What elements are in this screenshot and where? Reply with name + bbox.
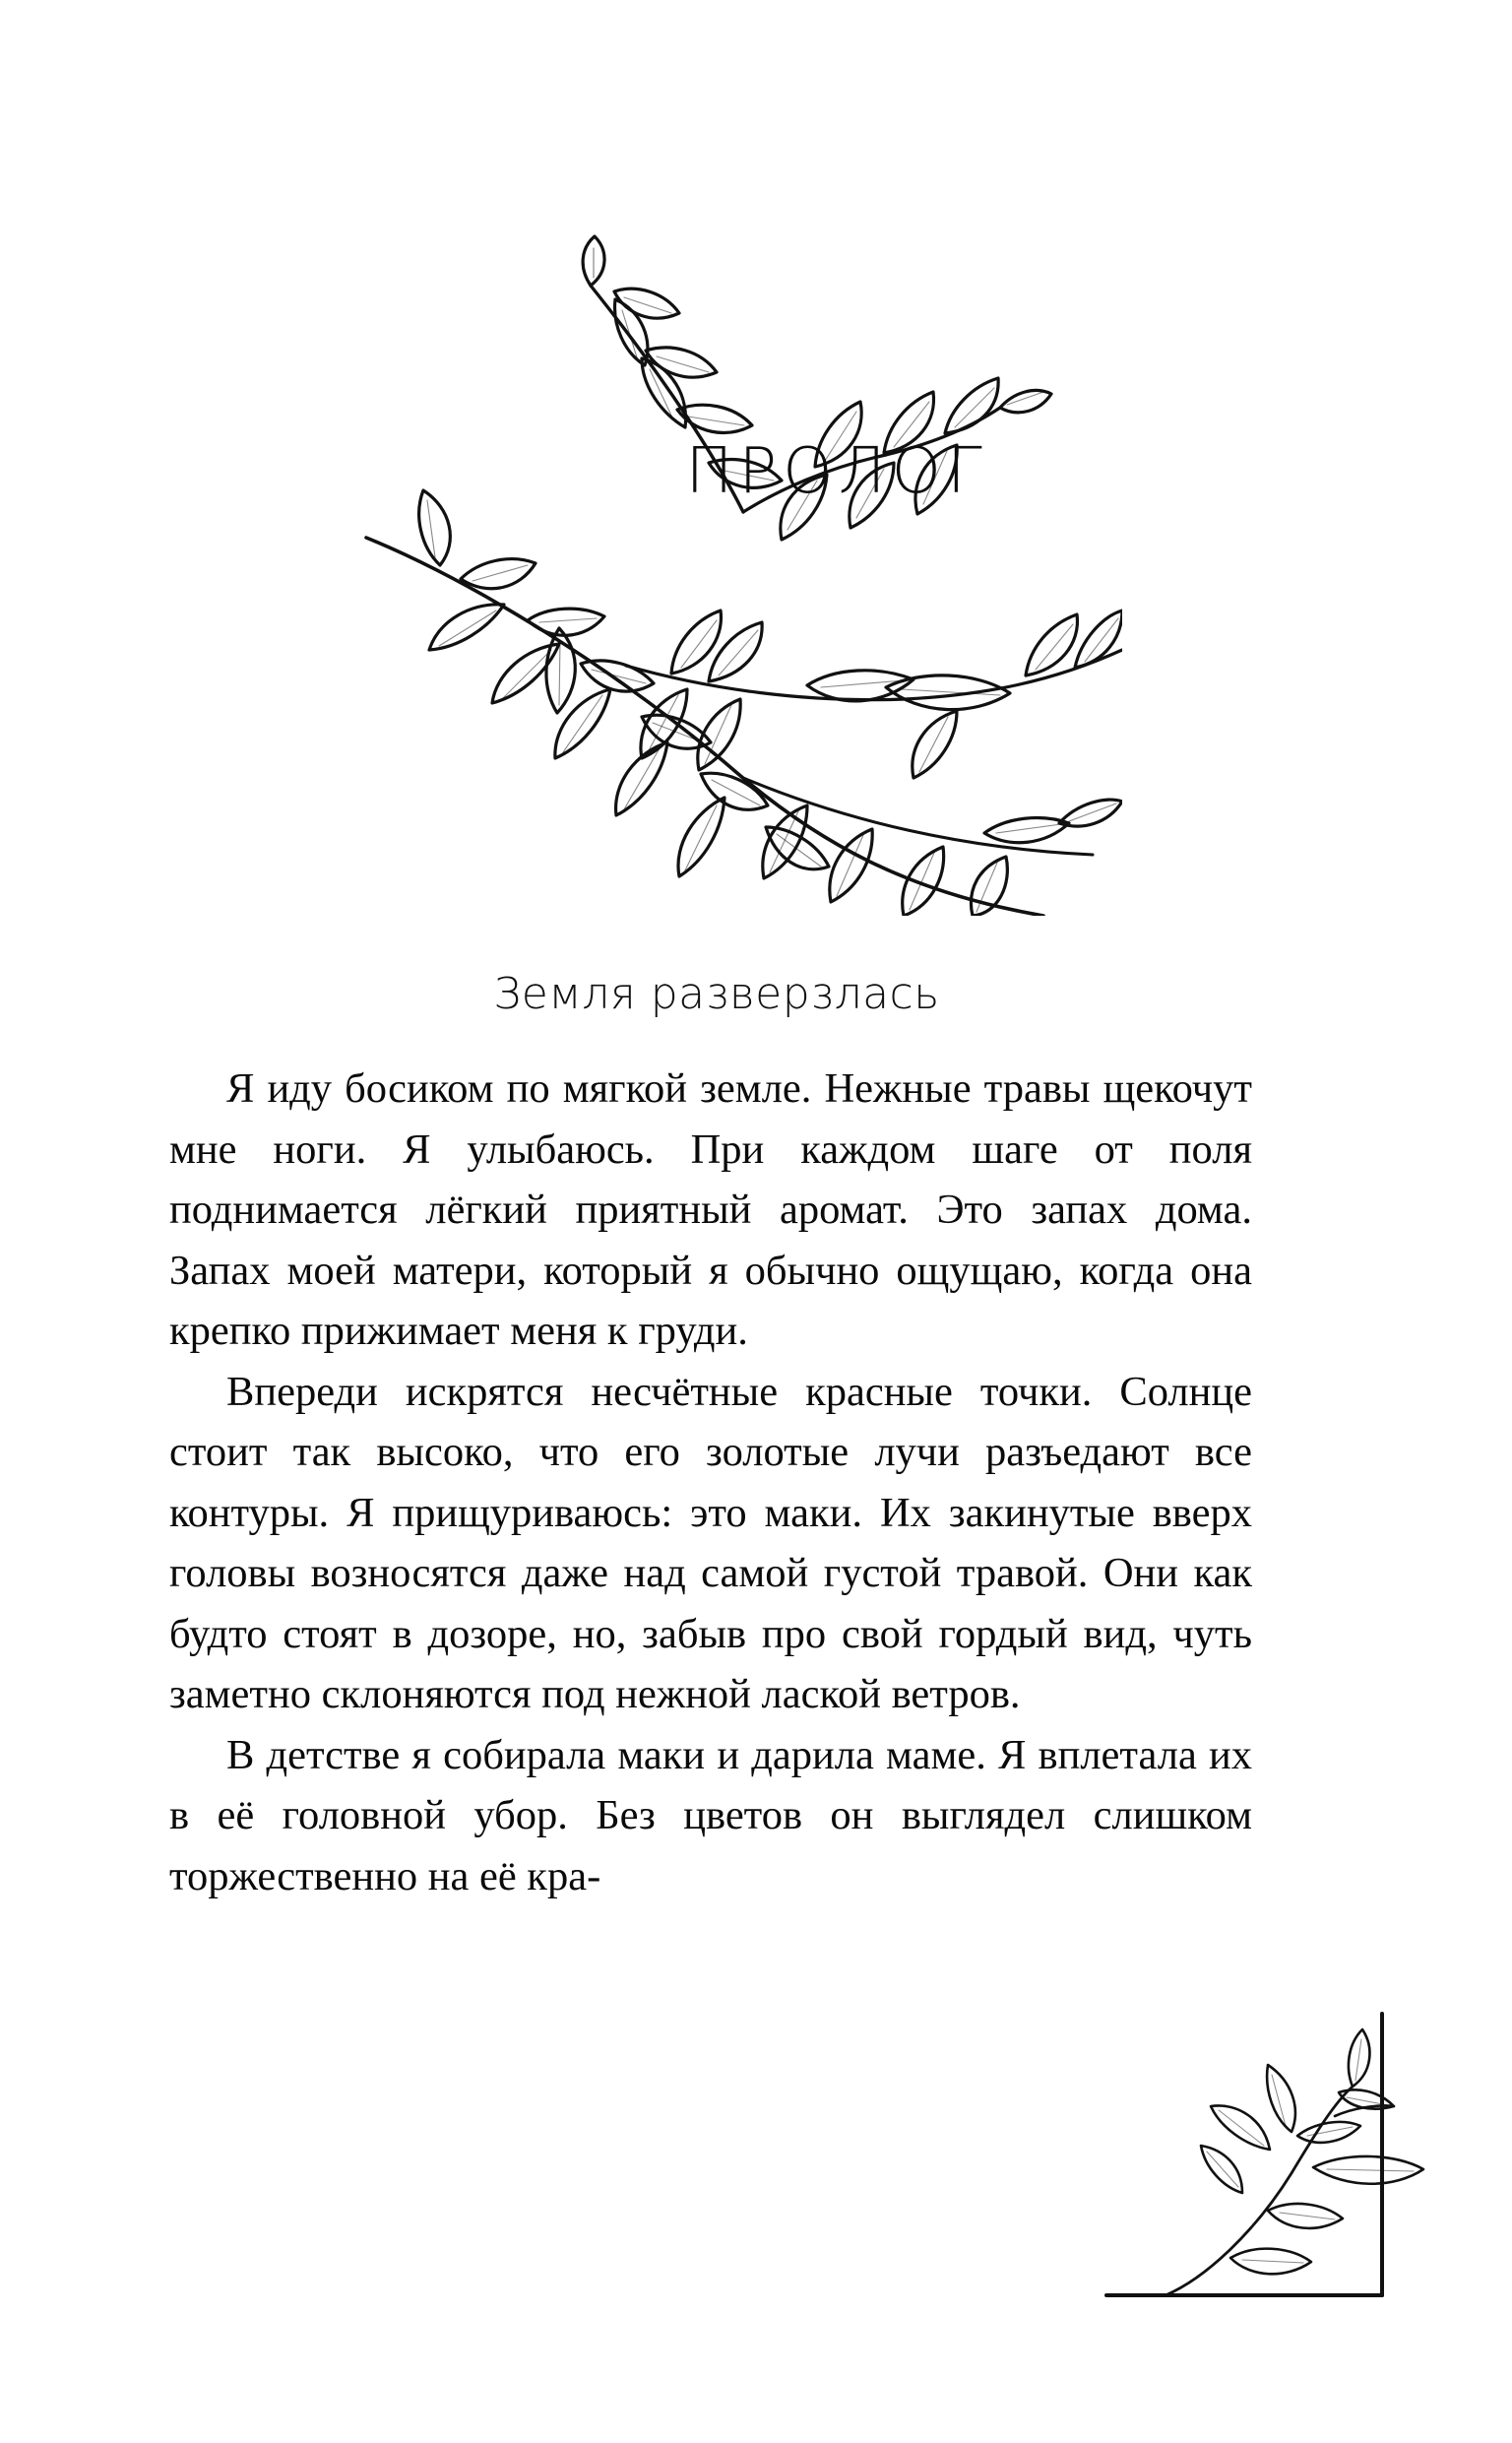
chapter-title: ПРОЛОГ <box>685 435 988 508</box>
body-text <box>169 1059 1252 1906</box>
paragraph: Впереди искрятся несчётные красные точки. Солнце стоит так высоко, что его золотые лучи разъедают все контуры. Я прищуриваюсь: это маки. Их закинутые вверх головы возносятся даже над самой густой травой. Они как будто стоят в дозоре, но, забыв про свой гордый вид, чуть заметно склоняются под нежной лаской ветров. <box>169 1368 1252 1717</box>
paragraph: Я иду босиком по мягкой земле. Нежные травы щекочут мне ноги. Я улыбаюсь. При каждом шаге от поля поднимается лёгкий приятный аромат. Это запах дома. Запах моей матери, который я обычно ощущаю, когда она крепко прижимает меня к груди. <box>169 1065 1252 1354</box>
paragraph: В детстве я собирала маки и дарила маме. Я вплетала их в её головной убор. Без цветов он выглядел слишком торжественно на её кра- <box>169 1731 1252 1899</box>
leafy-branch-ornament <box>295 226 1122 916</box>
corner-sprig-ornament <box>1099 2004 1512 2358</box>
section-title: Земля разверзлась <box>493 969 940 1019</box>
